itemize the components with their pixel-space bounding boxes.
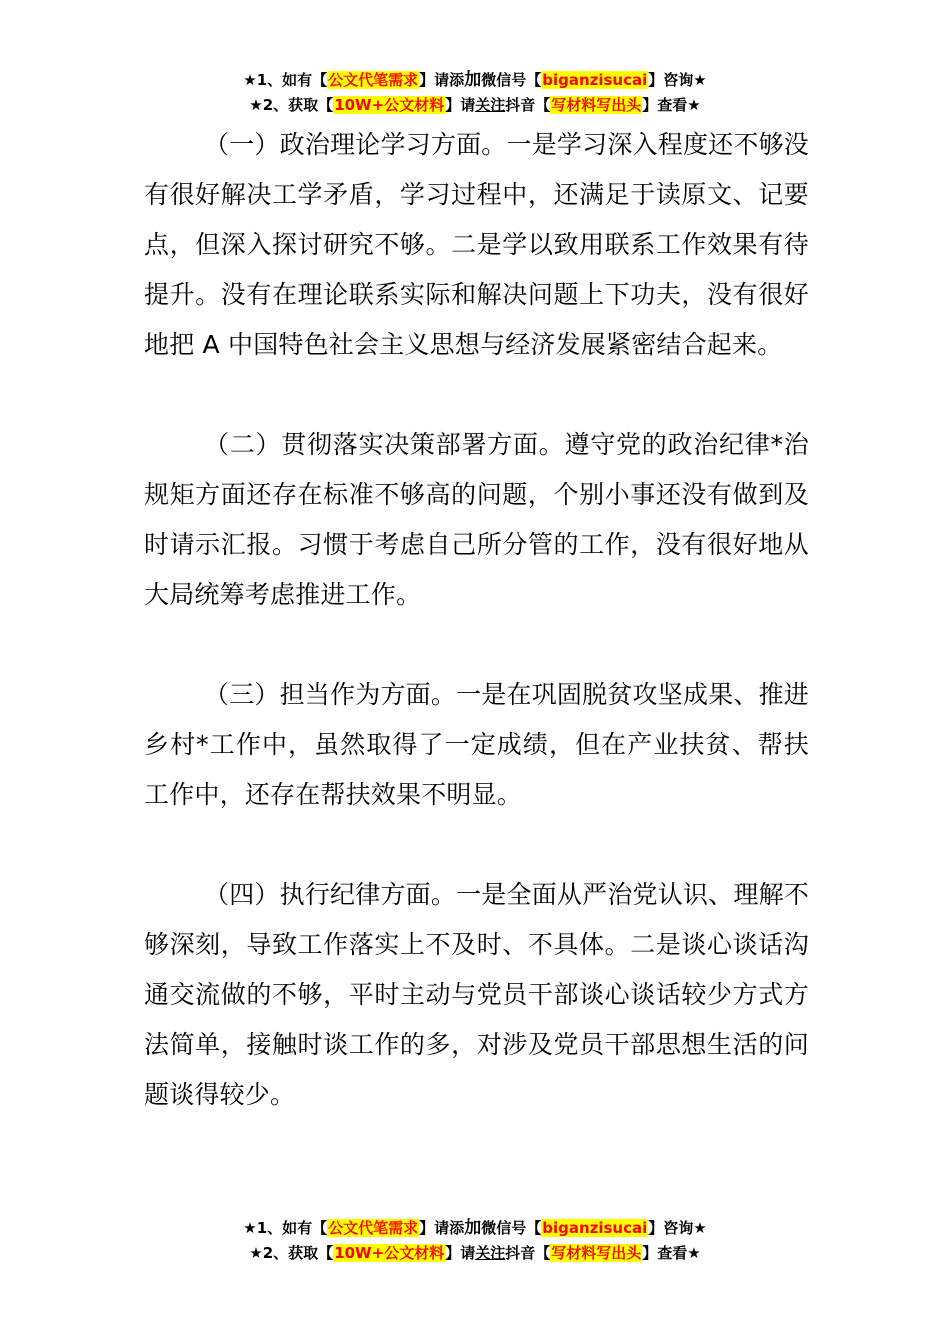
footer-line-2-suffix: 】查看★: [642, 1244, 701, 1262]
footer-banner: [0, 1216, 950, 1266]
footer-line-2-mid2: 抖音【: [505, 1244, 551, 1262]
footer-line-1-prefix: ★1、如有【: [243, 1219, 328, 1237]
banner-line-1-highlight-service: 公文代笔需求: [328, 71, 419, 89]
footer-banner-line-1: [0, 1216, 950, 1241]
banner-line-1-mid: 】请添: [419, 71, 465, 89]
document-body: [144, 120, 809, 1170]
footer-banner-line-2: [0, 1241, 950, 1266]
footer-line-2-highlight-materials: 10W+公文材料: [334, 1244, 445, 1262]
footer-line-2-highlight-douyin: 写材料写出头: [551, 1244, 642, 1262]
banner-line-2-suffix: 】查看★: [642, 96, 701, 114]
banner-line-1-suffix: 】咨询★: [648, 71, 707, 89]
footer-line-2-prefix: ★2、获取【: [249, 1244, 334, 1262]
banner-line-2: [0, 93, 950, 118]
paragraph-political-theory: （一）政治理论学习方面。一是学习深入程度还不够没有很好解决工学矛盾，学习过程中，还满足于读原文、记要点，但深入探讨研究不够。二是学以致用联系工作效果有待提升。没有在理论联系实际和解决问题上下功夫，没有很好地把 A 中国特色社会主义思想与经济发展紧密结合起来。: [144, 130, 809, 359]
banner-line-1-emphasis: 加: [464, 70, 482, 90]
banner-line-2-mid: 】请: [445, 96, 476, 114]
banner-line-2-prefix: ★2、获取【: [249, 96, 334, 114]
footer-line-2-emphasis: 关注: [475, 1244, 506, 1262]
banner-line-2-highlight-materials: 10W+公文材料: [334, 96, 445, 114]
footer-line-1-mid: 】请添: [419, 1219, 465, 1237]
footer-line-1-emphasis: 加: [464, 1218, 482, 1238]
banner-line-1-prefix: ★1、如有【: [243, 71, 328, 89]
footer-line-1-highlight-service: 公文代笔需求: [328, 1219, 419, 1237]
footer-line-1-suffix: 】咨询★: [648, 1219, 707, 1237]
header-banner: [0, 68, 950, 118]
footer-line-2-mid: 】请: [445, 1244, 476, 1262]
paragraph-responsibility: （三）担当作为方面。一是在巩固脱贫攻坚成果、推进乡村*工作中，虽然取得了一定成绩，但在产业扶贫、帮扶工作中，还存在帮扶效果不明显。: [144, 680, 809, 809]
banner-line-1: [0, 68, 950, 93]
banner-line-2-mid2: 抖音【: [505, 96, 551, 114]
paragraph-discipline: （四）执行纪律方面。一是全面从严治党认识、理解不够深刻，导致工作落实上不及时、不具体。二是谈心谈话沟通交流做的不够，平时主动与党员干部谈心谈话较少方式方法简单，接触时谈工作的多，对涉及党员干部思想生活的问题谈得较少。: [144, 880, 809, 1109]
footer-line-1-mid2: 微信号【: [481, 1219, 542, 1237]
footer-line-1-highlight-wechat: biganzisucai: [542, 1219, 648, 1237]
banner-line-2-highlight-douyin: 写材料写出头: [551, 96, 642, 114]
banner-line-1-mid2: 微信号【: [481, 71, 542, 89]
paragraph-implementation: （二）贯彻落实决策部署方面。遵守党的政治纪律*治规矩方面还存在标准不够高的问题，个别小事还没有做到及时请示汇报。习惯于考虑自己所分管的工作，没有很好地从大局统筹考虑推进工作。: [144, 430, 809, 609]
banner-line-1-highlight-wechat: biganzisucai: [542, 71, 648, 89]
banner-line-2-emphasis: 关注: [475, 96, 506, 114]
